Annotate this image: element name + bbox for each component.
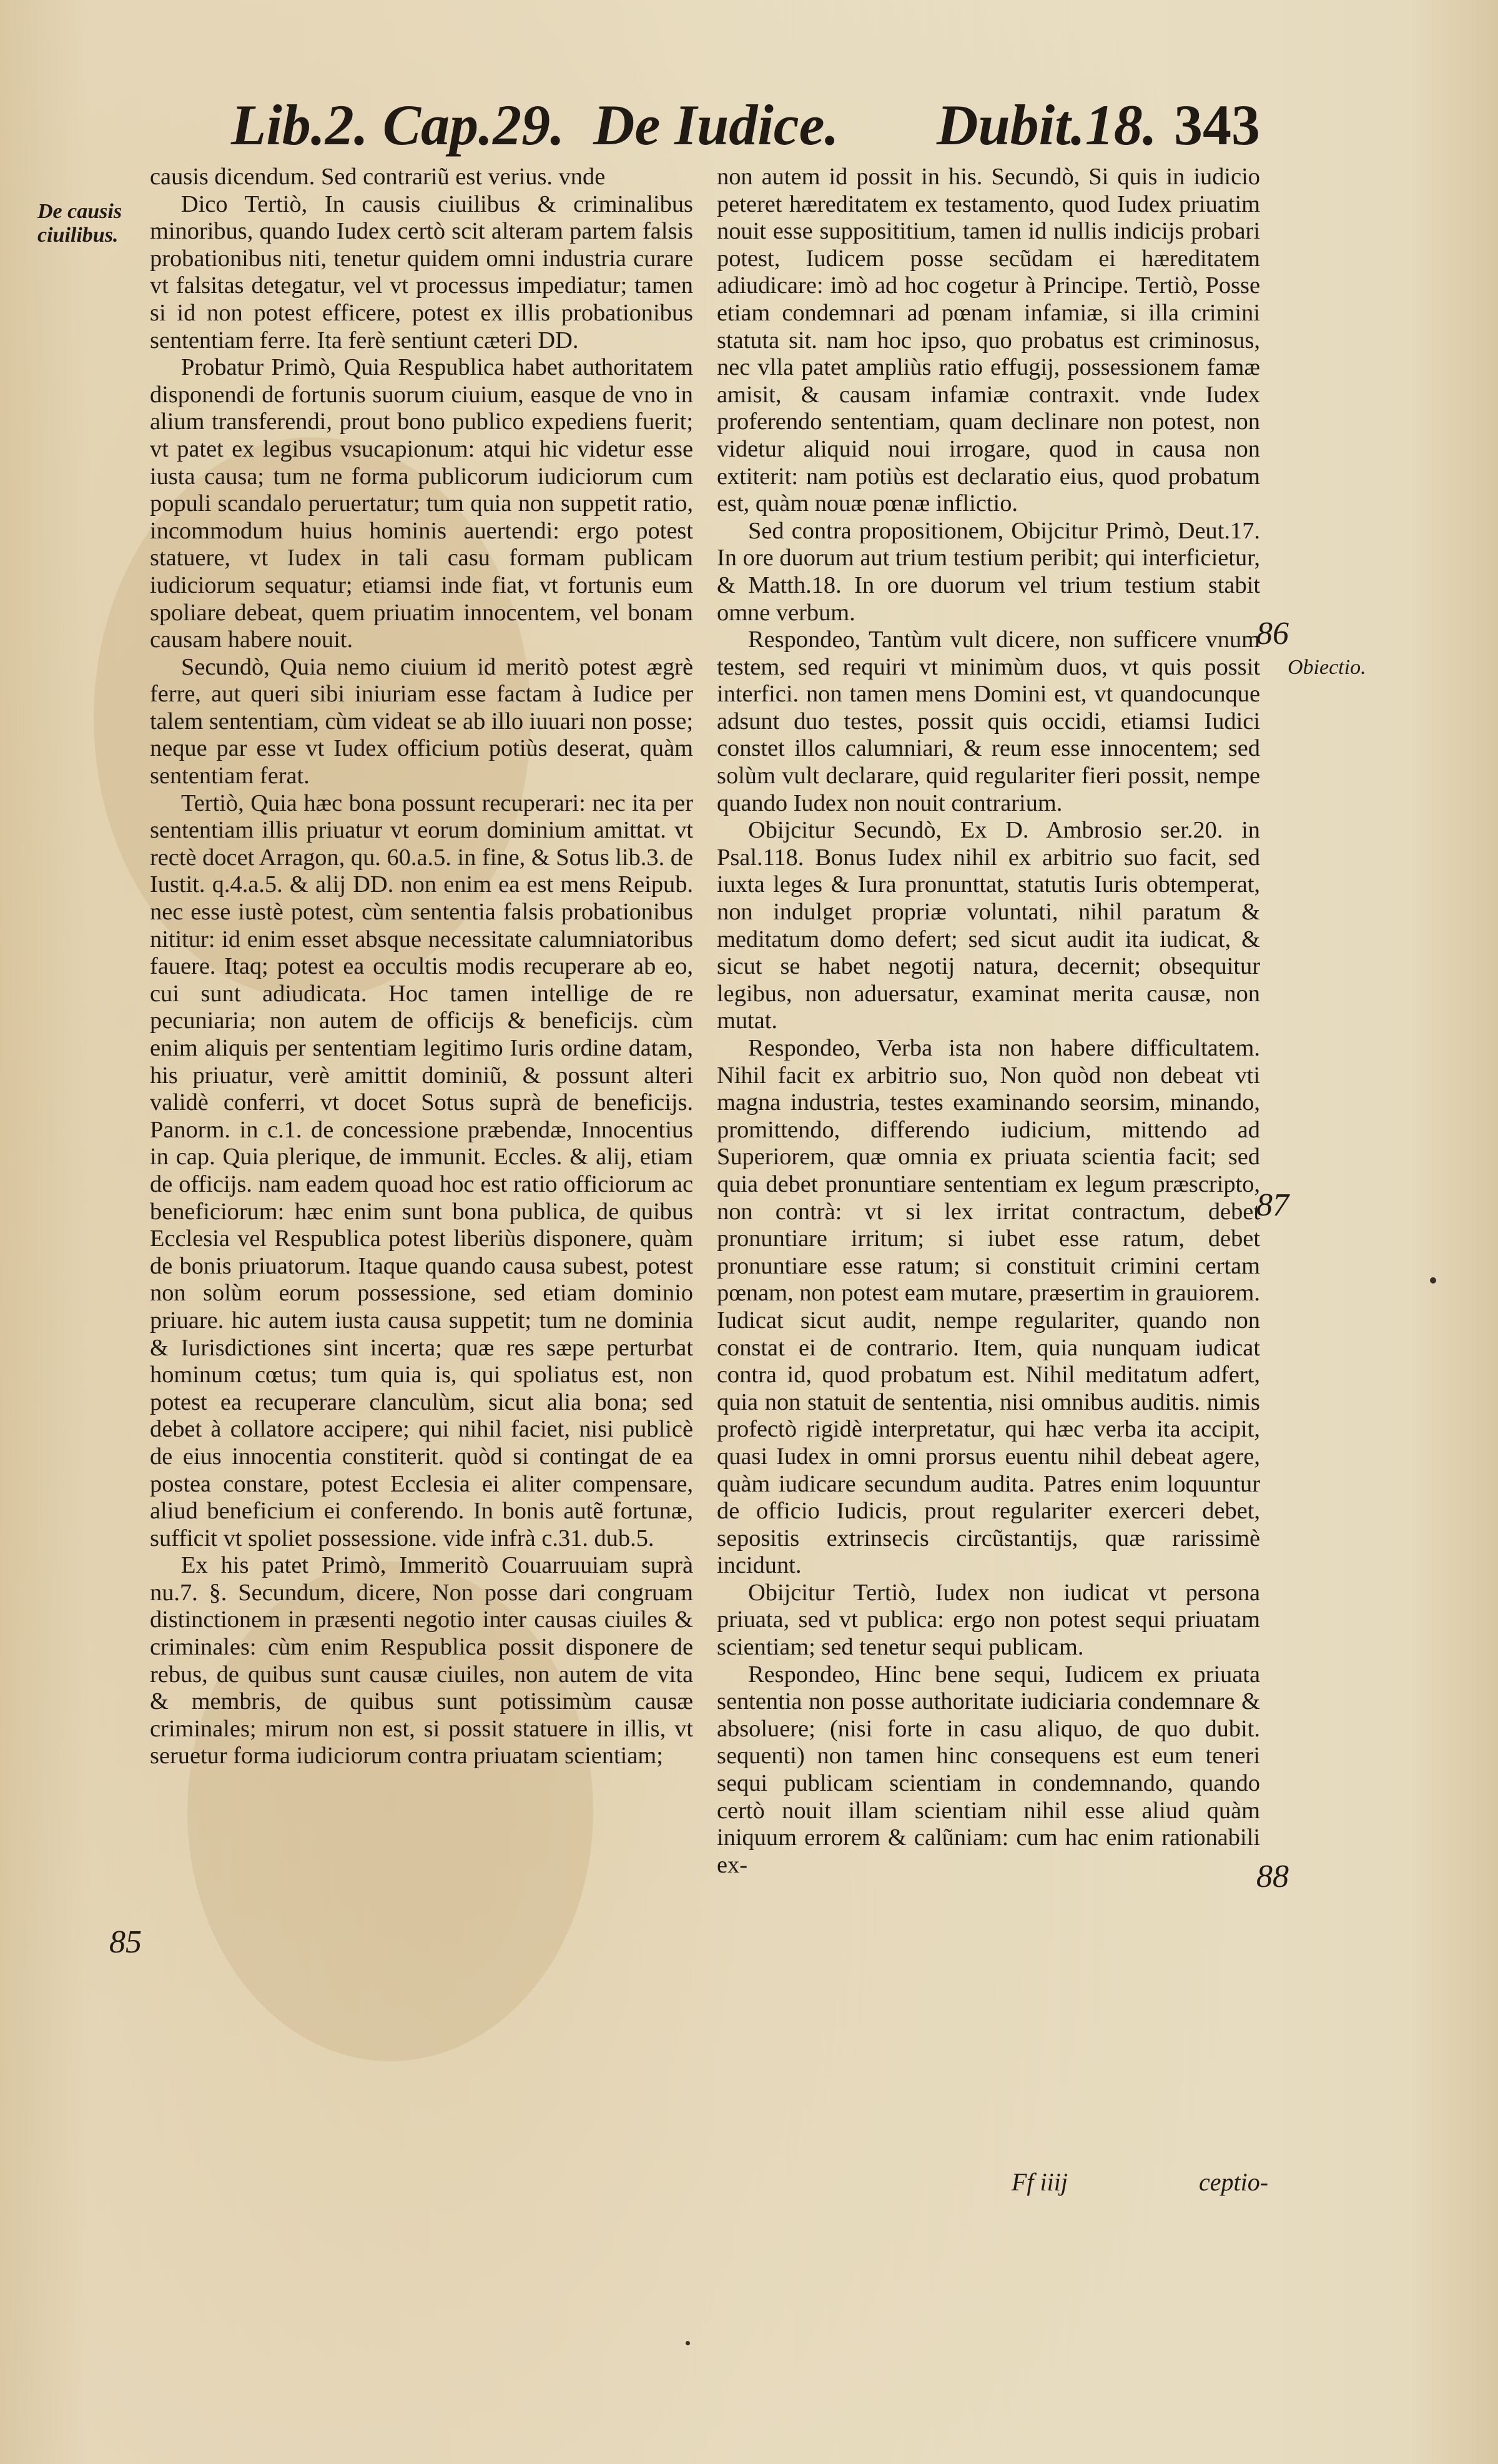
- paragraph: Dico Tertiò, In causis ciuilibus & criminalibus minoribus, quando Iudex certò scit alteram partem falsis probationibus niti, tenetur quidem omni industria curare vt falsitas detegatur, vel vt processus impediatur; tamen si id non potest efficere, potest ex illis probationibus sententiam ferre. Ita ferè sentiunt cæteri DD.: [150, 190, 693, 354]
- margin-note-right: Obiectio.: [1288, 656, 1366, 679]
- margin-number-86: 86: [1256, 616, 1289, 651]
- paragraph: Respondeo, Verba ista non habere difficultatem. Nihil facit ex arbitrio suo, Non quòd non debeat vti magna industria, testes examinando seorsim, minando, promittendo, differendo iudicium, mittendo ad Superiorem, quæ omnia ex priuata scientia facit; sed quia debet pronuntiare sententiam ex legum præscripto, non contrà: vt si lex irritat contractum, debet pronuntiare irritum; si iubet esse ratum, debet pronuntiare esse ratum; si constituit crimini certam pœnam, non potest eam mutare, præsertim in grauiorem. Iudicat sicut audit, nempe regulariter, quando non constat ei de contrario. Item, quia nunquam iudicat contra id, quod probatum est. Nihil meditatum adfert, quia non statuit de sententia, nisi omnibus auditis. nimis profectò rigidè interpretatur, qui hæc verba ita accipit, quasi Iudex in omni prorsus euentu nihil debeat agere, quàm iudicare secundum audita. Patres enim loquuntur de officio Iudicis, prout regulariter exerceri debet, sepositis extrinsecis circũstantijs, quæ rarissimè incidunt.: [717, 1035, 1260, 1579]
- left-column: [150, 164, 693, 1770]
- signature-mark: Ff iiij: [1012, 2168, 1068, 2196]
- running-header: [231, 87, 1286, 162]
- paragraph: Probatur Primò, Quia Respublica habet authoritatem disponendi de fortunis suorum ciuium, easque de vno in alium transferendi, prout bono publico expediens fuerit; vt patet ex legibus vsucapionum: atqui hic videtur esse iusta causa; tum ne forma publicorum iudiciorum cum populi scandalo peruertatur; tum quia non suppetit ratio, incommodum huius hominis auertendi: ergo potest statuere, vt Iudex in tali casu formam publicam iudiciorum sequatur; etiamsi inde fiat, vt fortunis eum spoliare debeat, quem priuatim innocentem, vel bonam causam habere nouit.: [150, 354, 693, 653]
- margin-number-88: 88: [1256, 1859, 1289, 1894]
- paragraph: Obijcitur Secundò, Ex D. Ambrosio ser.20. in Psal.118. Bonus Iudex nihil ex arbitrio suo facit, sed iuxta leges & Iura pronunttat, statutis Iuris obtemperat, non indulget propriæ voluntati, nihil paratum & meditatum domo defert; sed sicut audit ita iudicat, & sicut se habet negotij natura, decernit; obsequitur legibus, non aduersatur, examinat merita causæ, non mutat.: [717, 817, 1260, 1034]
- paragraph: causis dicendum. Sed contrariũ est verius. vnde: [150, 164, 606, 190]
- paragraph: Respondeo, Hinc bene sequi, Iudicem ex priuata sententia non posse authoritate iudiciaria condemnare & absoluere; (nisi forte in casu aliquo, de quo dubit. sequenti) non tamen hinc consequens est eum teneri sequi publicam scientiam in condemnando, quando certò nouit illam scientiam nihil esse aliud quàm iniquum errorem & calũniam: cum hac enim rationabili ex-: [717, 1661, 1260, 1878]
- paragraph: Sed contra propositionem, Obijcitur Primò, Deut.17. In ore duorum aut trium testium peribit; qui interficietur, & Matth.18. In ore duorum vel trium testium stabit omne verbum.: [717, 517, 1260, 626]
- paragraph: Respondeo, Tantùm vult dicere, non sufficere vnum testem, sed requiri vt minimùm duos, vt quis possit interfici. non tamen mens Domini est, vt quandocunque adsunt duo testes, possit quis occidi, etiamsi Iudici constet illos calumniari, & reum esse innocentem; sed solùm vult declarare, quid regulariter fieri possit, nempe quando Iudex non nouit contrarium.: [717, 626, 1260, 816]
- paragraph: Obijcitur Tertiò, Iudex non iudicat vt persona priuata, sed vt publica: ergo non potest sequi priuatam scientiam; sed tenetur sequi publicam.: [717, 1579, 1260, 1661]
- header-book-chapter: Lib.2. Cap.29.: [231, 93, 565, 157]
- margin-number-85: 85: [109, 1924, 142, 1960]
- ink-speck: [686, 2341, 690, 2345]
- paragraph: non autem id possit in his. Secundò, Si quis in iudicio peteret hæreditatem ex testamento, quod Iudex priuatim nouit esse supposititium, tamen id nullis indicijs probari potest, Iudicem posse secũdam ei hæreditatem adiudicare: imò ad hoc cogetur à Principe. Tertiò, Posse etiam condemnari ad pœnam infamiæ, si illa crimini statuta sit. nam hoc ipso, quo probatus est criminosus, nec vlla patet ampliùs ratio effugij, possessionem famæ amisit, & causam infamiæ contraxit. vnde Iudex proferendo sententiam, quam declinare non potest, non videtur aliquid noui irrogare, quod in causa non extiterit: nam potiùs est declaratio eius, quod probatum est, quàm nouæ pœnæ inflictio.: [717, 164, 1260, 517]
- right-column: [717, 164, 1260, 1879]
- catchword: ceptio-: [1199, 2168, 1269, 2196]
- paragraph: Secundò, Quia nemo ciuium id meritò potest ægrè ferre, aut queri sibi iniuriam esse factam à Iudice per talem sententiam, cùm videat se ab illo iuuari non posse; neque par esse vt Iudex officium potiùs deserat, quàm sententiam ferat.: [150, 653, 693, 789]
- margin-note-left: De causis ciuilibus.: [37, 200, 122, 247]
- header-dubitatio: Dubit.18.: [937, 93, 1157, 157]
- paragraph: Ex his patet Primò, Immeritò Couarruuiam suprà nu.7. §. Secundum, dicere, Non posse dari congruam distinctionem in præsenti negotio inter causas ciuiles & criminales: cùm enim Respublica possit disponere de rebus, de quibus sunt causæ ciuiles, non autem de vita & membris, de quibus sunt potissimùm causæ criminales; mirum non est, si possit statuere in illis, vt seruetur forma iudiciorum contra priuatam scientiam;: [150, 1552, 693, 1769]
- margin-number-87: 87: [1256, 1187, 1289, 1223]
- page-number: 343: [1174, 93, 1260, 157]
- header-title: De Iudice.: [593, 93, 839, 157]
- paragraph: Tertiò, Quia hæc bona possunt recuperari: nec ita per sententiam illis priuatur vt eorum dominium amittat. vt rectè docet Arragon, qu. 60.a.5. in fine, & Sotus lib.3. de Iustit. q.4.a.5. & alij DD. non enim ea est mens Reipub. nec esse iustè potest, cùm sententia falsis probationibus nititur: id enim esset absque necessitate calumniatoribus fauere. Itaq; potest ea occultis modis recuperare ab eo, cui sunt adiudicata. Hoc tamen intellige de re pecuniaria; non autem de officijs & beneficijs. cùm enim aliquis per sententiam legitimo Iuris ordine datam, his priuatur, verè amittit dominiũ, & possunt alteri validè conferri, vt docet Sotus suprà de beneficijs. Panorm. in c.1. de concessione præbendæ, Innocentius in cap. Quia plerique, de immunit. Eccles. & alij, etiam de officijs. nam eadem quoad hoc est ratio officiorum ac beneficiorum: hæc enim sunt bona publica, de quibus Ecclesia vel Respublica potest liberiùs disponere, quàm de bonis priuatorum. Itaque quando causa subest, potest non solùm eorum possessione, sed etiam dominio priuare. hic autem iusta causa suppetit; tum ne dominia & Iurisdictiones sint incerta; quæ res sæpe perturbat hominum cœtus; tum quia is, qui spoliatus est, non potest ea recuperare clanculùm, sicut alia bona; sed debet à collatore accipere; qui nihil faciet, nisi publicè de eius innocentia constiterit. quòd si contingat de ea postea constare, potest Ecclesia ei aliter compensare, aliud beneficium ei conferendo. In bonis autẽ fortunæ, sufficit vt spoliet possessione. vide infrà c.31. dub.5.: [150, 789, 693, 1551]
- ink-speck: [1430, 1277, 1436, 1284]
